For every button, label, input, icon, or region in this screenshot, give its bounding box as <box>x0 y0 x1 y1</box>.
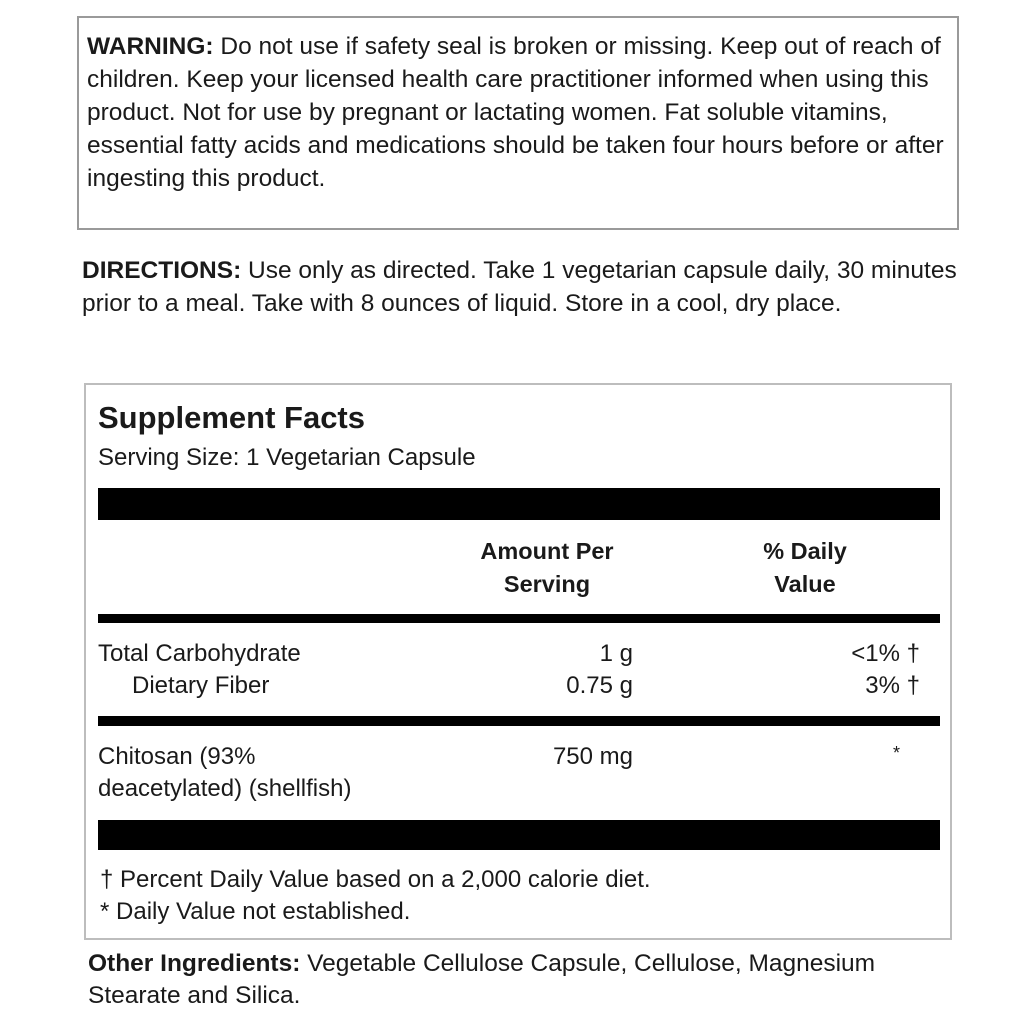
rule-below-carbs <box>98 716 940 726</box>
warning-box <box>77 16 959 230</box>
warning-text: Do not use if safety seal is broken or missing. Keep out of reach of children. Keep your licensed health care practitioner informed when using this product. Not for use by pregnant or lactating women. Fat soluble vitamins, essential fatty acids and medications should be taken four hours before or after ingesting this product. <box>87 33 944 192</box>
directions-text: Use only as directed. Take 1 vegetarian capsule daily, 30 minutes prior to a meal. Take with 8 ounces of liquid. Store in a cool, dry place. <box>82 257 957 317</box>
row-dietary-fiber-dv: 3% † <box>865 672 920 699</box>
row-chitosan-dv: * <box>892 743 900 763</box>
directions <box>82 254 962 320</box>
header-amount-line1: Amount Per <box>480 538 614 564</box>
warning-label: WARNING: <box>87 33 214 60</box>
serving-size: Serving Size: 1 Vegetarian Capsule <box>98 444 476 471</box>
footnote-not-established: * Daily Value not established. <box>100 898 411 925</box>
chitosan-name-line1: Chitosan (93% <box>98 743 256 770</box>
row-dietary-fiber-name: Dietary Fiber <box>132 672 270 699</box>
header-dv-line1: % Daily <box>763 538 847 564</box>
row-dietary-fiber-amount: 0.75 g <box>566 672 633 699</box>
row-total-carbohydrate-name: Total Carbohydrate <box>98 640 301 667</box>
header-dv-line2: Value <box>774 571 836 597</box>
header-daily-value <box>720 535 890 601</box>
thick-rule-top <box>98 488 940 520</box>
row-chitosan-amount: 750 mg <box>552 743 633 770</box>
header-amount-line2: Serving <box>503 571 591 597</box>
other-ingredients <box>88 948 968 1012</box>
footnote-daily-value: † Percent Daily Value based on a 2,000 calorie diet. <box>100 866 651 893</box>
facts-title: Supplement Facts <box>98 400 365 435</box>
rule-below-header <box>98 614 940 623</box>
chitosan-name-line2: deacetylated) (shellfish) <box>98 775 352 802</box>
row-chitosan-name <box>98 741 428 805</box>
thick-rule-bottom <box>98 820 940 850</box>
other-ingredients-text: Vegetable Cellulose Capsule, Cellulose, Magnesium Stearate and Silica. <box>88 950 876 1009</box>
header-amount-per-serving <box>440 535 654 601</box>
row-total-carbohydrate-dv: <1% † <box>851 640 920 667</box>
other-ingredients-label: Other Ingredients: <box>88 950 301 977</box>
row-total-carbohydrate-amount: 1 g <box>599 640 633 667</box>
directions-label: DIRECTIONS: <box>82 257 242 284</box>
